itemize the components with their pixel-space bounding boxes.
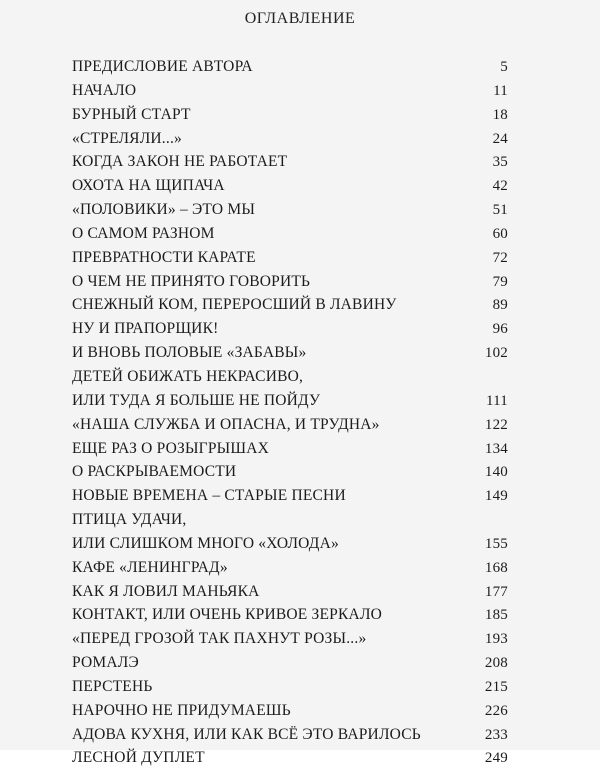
toc-entry-title: И ВНОВЬ ПОЛОВЫЕ «ЗАБАВЫ» [72, 344, 307, 362]
toc-entry [72, 55, 508, 79]
toc-entry [72, 437, 508, 461]
toc-entry-title: СНЕЖНЫЙ КОМ, ПЕРЕРОСШИЙ В ЛАВИНУ [72, 296, 397, 314]
toc-entry-page-number: 11 [493, 82, 508, 99]
toc-entry-title: ПЕРСТЕНЬ [72, 677, 153, 695]
toc-entry-page-number: 102 [484, 345, 508, 362]
toc-line [72, 270, 508, 294]
toc-entry-title: КОГДА ЗАКОН НЕ РАБОТАЕТ [72, 153, 288, 171]
toc-entry [72, 675, 508, 699]
toc-entry-page-number: 89 [492, 297, 508, 314]
toc-entry [72, 127, 508, 151]
toc-entry-page-number: 35 [492, 154, 508, 171]
toc-line [72, 198, 508, 222]
toc-entry-page-number: 208 [484, 655, 508, 672]
toc-entry-title: КОНТАКТ, ИЛИ ОЧЕНЬ КРИВОЕ ЗЕРКАЛО [72, 606, 383, 624]
toc-entry [72, 174, 508, 198]
toc-line [72, 437, 508, 461]
toc-line [72, 127, 508, 151]
toc-entry [72, 222, 508, 246]
toc-entry-title: О САМОМ РАЗНОМ [72, 224, 215, 242]
toc-entry [72, 198, 508, 222]
toc-entry-page-number: 51 [492, 202, 508, 219]
toc-line [72, 556, 508, 580]
toc-entry [72, 103, 508, 127]
toc-entry-title: НАРОЧНО НЕ ПРИДУМАЕШЬ [72, 701, 291, 719]
toc-entry-title: «СТРЕЛЯЛИ...» [72, 129, 182, 147]
toc-entry-title: ПРЕВРАТНОСТИ КАРАТЕ [72, 248, 256, 266]
toc-entry-page-number: 193 [484, 631, 508, 648]
toc-entry-title: ЕЩЕ РАЗ О РОЗЫГРЫШАХ [72, 439, 270, 457]
toc-entry-title: ИЛИ СЛИШКОМ МНОГО «ХОЛОДА» [72, 534, 339, 552]
toc-entry [72, 603, 508, 627]
toc-entry-page-number: 18 [492, 106, 508, 123]
toc-line [72, 246, 508, 270]
toc-entry [72, 580, 508, 604]
toc-line [72, 174, 508, 198]
toc-entry-title: АДОВА КУХНЯ, ИЛИ КАК ВСЁ ЭТО ВАРИЛОСЬ [72, 725, 421, 743]
toc-line [72, 484, 508, 508]
toc-line [72, 627, 508, 651]
toc-line [72, 460, 508, 484]
toc-entry-title: О ЧЕМ НЕ ПРИНЯТО ГОВОРИТЬ [72, 272, 311, 290]
toc-entry [72, 150, 508, 174]
toc-line [72, 723, 508, 747]
toc-entry-page-number: 249 [484, 750, 508, 767]
toc-entry-page-number: 96 [492, 321, 508, 338]
toc-entry-title: О РАСКРЫВАЕМОСТИ [72, 463, 237, 481]
toc-entry-page-number: 155 [484, 535, 508, 552]
toc-line [72, 293, 508, 317]
toc-line [72, 79, 508, 103]
toc-entry [72, 246, 508, 270]
toc-line [72, 317, 508, 341]
toc-line [72, 699, 508, 723]
toc-line [72, 341, 508, 365]
toc-entry-title: НАЧАЛО [72, 81, 137, 99]
toc-line [72, 55, 508, 79]
toc-entry-title: КАФЕ «ЛЕНИНГРАД» [72, 558, 228, 576]
toc-entry-title: ДЕТЕЙ ОБИЖАТЬ НЕКРАСИВО, [72, 367, 304, 385]
toc-entry [72, 699, 508, 723]
toc-entry-page-number: 226 [484, 702, 508, 719]
toc-entry-page-number: 42 [492, 178, 508, 195]
toc-entry [72, 270, 508, 294]
toc-line [72, 603, 508, 627]
toc-line [72, 150, 508, 174]
toc-entry-page-number: 185 [484, 607, 508, 624]
page-title: ОГЛАВЛЕНИЕ [244, 10, 356, 27]
toc-entry-page-number: 149 [484, 488, 508, 505]
toc-entry [72, 746, 508, 770]
toc-entry-page-number: 60 [492, 225, 508, 242]
toc-entry-page-number: 79 [492, 273, 508, 290]
toc-line [72, 365, 508, 389]
toc-entry-title: БУРНЫЙ СТАРТ [72, 105, 191, 123]
toc-entry-page-number: 215 [484, 678, 508, 695]
toc-entry-page-number: 5 [500, 59, 508, 75]
toc-line [72, 222, 508, 246]
toc-entry-page-number: 134 [484, 440, 508, 457]
toc-entry [72, 556, 508, 580]
toc-line [72, 413, 508, 437]
toc-entry [72, 484, 508, 508]
toc-entry-page-number: 122 [484, 416, 508, 433]
toc-entry-title: КАК Я ЛОВИЛ МАНЬЯКА [72, 582, 260, 600]
toc-entry-title: ЛЕСНОЙ ДУПЛЕТ [72, 749, 205, 767]
toc-entry-title: ПРЕДИСЛОВИЕ АВТОРА [72, 58, 253, 75]
toc-entry [72, 651, 508, 675]
toc-entry-title: «ПОЛОВИКИ» – ЭТО МЫ [72, 201, 256, 219]
toc-entry-title: НОВЫЕ ВРЕМЕНА – СТАРЫЕ ПЕСНИ [72, 487, 346, 505]
toc-entry [72, 413, 508, 437]
toc-entry-title: ИЛИ ТУДА Я БОЛЬШЕ НЕ ПОЙДУ [72, 391, 321, 409]
toc-entry-page-number: 233 [484, 726, 508, 743]
toc-entry-page-number: 140 [484, 464, 508, 481]
toc-entry [72, 460, 508, 484]
toc-entry-title: «НАША СЛУЖБА И ОПАСНА, И ТРУДНА» [72, 415, 380, 433]
table-of-contents [72, 55, 508, 770]
toc-entry-title: ОХОТА НА ЩИПАЧА [72, 177, 225, 195]
toc-entry [72, 79, 508, 103]
toc-entry [72, 723, 508, 747]
toc-entry-title: НУ И ПРАПОРЩИК! [72, 320, 219, 338]
toc-entry-title: «ПЕРЕД ГРОЗОЙ ТАК ПАХНУТ РОЗЫ...» [72, 630, 367, 648]
toc-entry [72, 365, 508, 413]
toc-line [72, 746, 508, 770]
toc-line [72, 651, 508, 675]
toc-entry [72, 293, 508, 317]
toc-line [72, 508, 508, 532]
toc-entry [72, 508, 508, 556]
toc-entry [72, 341, 508, 365]
toc-entry-page-number: 111 [486, 392, 508, 409]
toc-entry [72, 627, 508, 651]
toc-entry-title: РОМАЛЭ [72, 654, 139, 672]
toc-entry-page-number: 24 [492, 130, 508, 147]
toc-entry [72, 317, 508, 341]
toc-entry-page-number: 72 [492, 249, 508, 266]
toc-line [72, 675, 508, 699]
toc-entry-page-number: 168 [484, 559, 508, 576]
toc-line [72, 103, 508, 127]
toc-line [72, 389, 508, 413]
toc-entry-title: ПТИЦА УДАЧИ, [72, 511, 187, 529]
toc-line [72, 580, 508, 604]
toc-entry-page-number: 177 [484, 583, 508, 600]
toc-line [72, 532, 508, 556]
